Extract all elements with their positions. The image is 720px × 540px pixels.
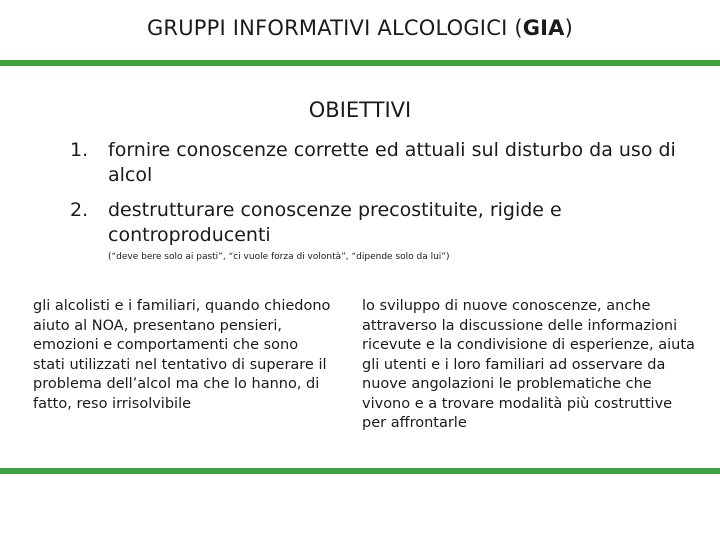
bottom-divider: [0, 468, 720, 474]
objective-item: [70, 138, 690, 188]
slide-title-acronym: GIA: [522, 16, 565, 40]
objective-number: 1.: [70, 139, 89, 161]
objective-text: destrutturare conoscenze precostituite, rigide e controproducenti: [108, 199, 562, 246]
objective-item: [70, 198, 690, 248]
slide-title: [0, 16, 720, 40]
examples-note: (“deve bere solo ai pasti”, “ci vuole forza di volontà”, “dipende solo da lui”): [108, 252, 450, 262]
right-column-text: lo sviluppo di nuove conoscenze, anche attraverso la discussione delle informazioni ricevute e la condivisione di esperienze, aiuta gli utenti e i loro familiari ad osservare da nuove angolazioni le problematiche che vivono e a trovare modalità più costruttive per affrontarle: [362, 298, 695, 431]
slide-title-prefix: GRUPPI INFORMATIVI ALCOLOGICI (: [146, 16, 523, 40]
top-divider: [0, 60, 720, 66]
left-column-text: gli alcolisti e i familiari, quando chiedono aiuto al NOA, presentano pensieri, emozioni e comportamenti che sono stati utilizzati nel tentativo di superare il problema dell’alcol ma che lo hanno, di fatto, reso irrisolvibile: [33, 298, 331, 412]
section-title: OBIETTIVI: [308, 98, 412, 122]
objectives-list: [70, 138, 690, 258]
objective-text: fornire conoscenze corrette ed attuali sul disturbo da uso di alcol: [108, 139, 676, 186]
objective-number: 2.: [70, 199, 89, 221]
slide-title-suffix: ): [564, 16, 574, 40]
